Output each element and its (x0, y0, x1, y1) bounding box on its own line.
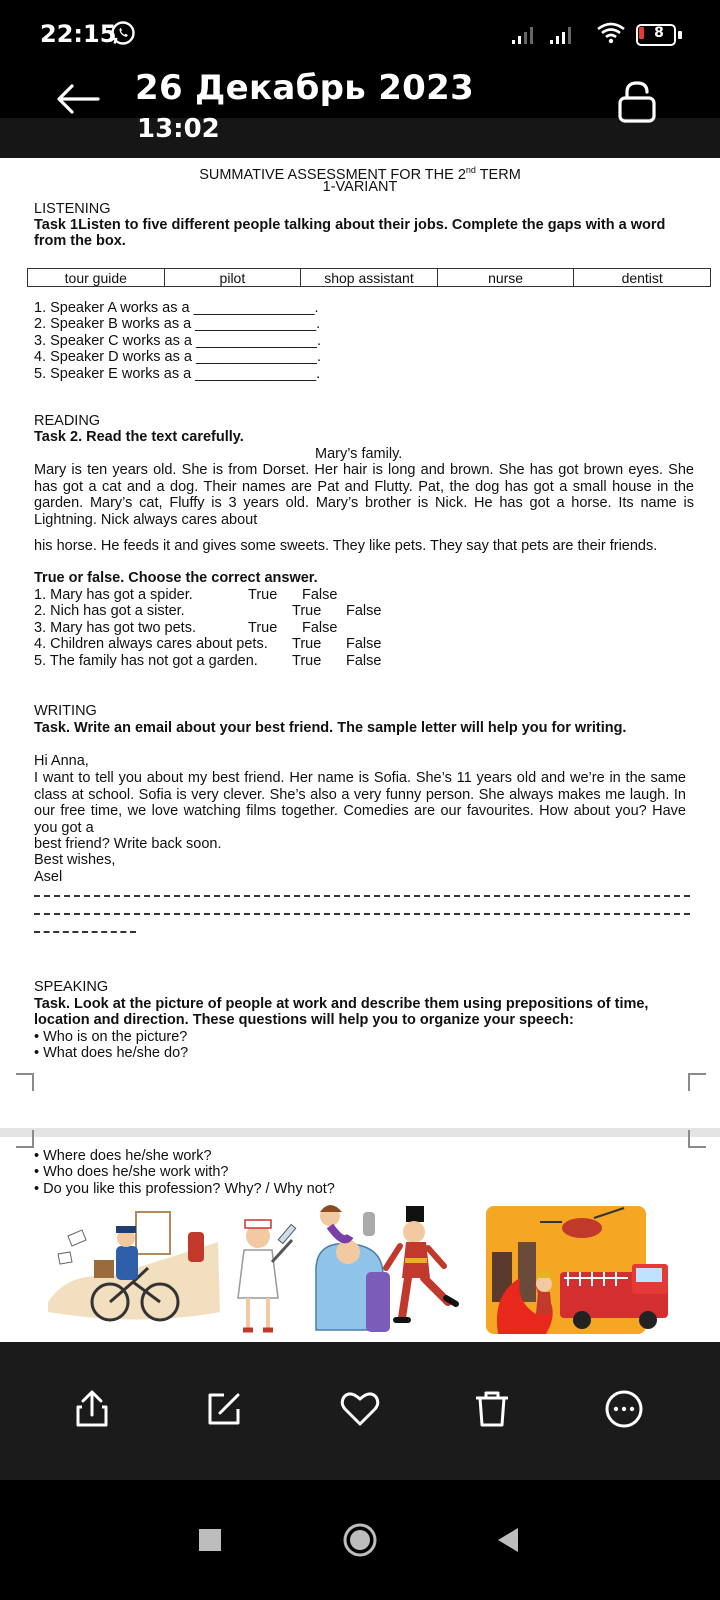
word-box (27, 268, 711, 287)
photo-time: 13:02 (137, 114, 220, 144)
favorite-icon[interactable] (338, 1387, 382, 1431)
system-nav-bar (0, 1480, 720, 1600)
hairdresser-illustration (316, 1205, 390, 1332)
answer-line (34, 913, 690, 915)
reading-text: Mary is ten years old. She is from Dorset. Her hair is long and brown. She has got brown eyes. She has got a cat and a dog. Their names are Pat and Flutty. Pat, the dog has got a small house in the garden. Mary’s cat, Fluffy is 3 years old. Mary’s brother is Nick. He has got a horse. Its name is Lightning. Nick always cares about (34, 462, 694, 528)
page-corner-mark (16, 1130, 34, 1148)
people-at-work-pictures (48, 1202, 688, 1342)
tf-item: 1. Mary has got a spider. True False (34, 587, 338, 603)
signal-icon (510, 24, 538, 46)
recents-icon[interactable] (190, 1520, 230, 1560)
home-icon[interactable] (340, 1520, 380, 1560)
document-photo (0, 158, 720, 1342)
share-icon[interactable] (70, 1387, 114, 1431)
tf-item: 5. The family has not got a garden. True False (34, 653, 382, 669)
viewer-header (0, 64, 720, 158)
speaking-task-cont: location and direction. These questions will help you to organize your speech: (34, 1012, 574, 1028)
reading-text-end: his horse. He feeds it and gives some sweets. They like pets. They say that pets are their friends. (34, 538, 658, 554)
word-cell: nurse (437, 269, 574, 287)
signal-icon (548, 24, 576, 46)
more-icon[interactable] (602, 1387, 646, 1431)
page-break (0, 1128, 720, 1137)
reading-heading: READING (34, 413, 101, 429)
listening-task: Task 1Listen to five different people talking about their jobs. Complete the gaps with a word (34, 217, 666, 233)
tf-heading: True or false. Choose the correct answer. (34, 570, 318, 586)
page-corner-mark (688, 1130, 706, 1148)
nurse-illustration (238, 1220, 296, 1330)
doc-variant: 1-VARIANT (322, 179, 398, 195)
listening-item: 3. Speaker C works as a _______________. (34, 333, 321, 349)
battery-level: 8 (654, 25, 664, 41)
edit-icon[interactable] (202, 1387, 246, 1431)
letter-closing: Best wishes, (34, 852, 116, 868)
reading-text-title: Mary’s family. (315, 446, 403, 462)
writing-heading: WRITING (34, 703, 97, 719)
word-cell: dentist (574, 269, 711, 287)
listening-item: 1. Speaker A works as a _______________. (34, 300, 319, 316)
letter-body-end: best friend? Write back soon. (34, 836, 222, 852)
speaking-heading: SPEAKING (34, 979, 109, 995)
postman-illustration (48, 1212, 220, 1320)
word-cell: shop assistant (301, 269, 438, 287)
page-corner-mark (688, 1073, 706, 1091)
whatsapp-icon (110, 20, 136, 46)
answer-line (34, 895, 690, 897)
status-time: 22:15 (40, 20, 117, 48)
word-cell: tour guide (28, 269, 165, 287)
dancer-illustration (386, 1206, 456, 1320)
back-arrow-icon[interactable] (50, 74, 110, 124)
writing-task: Task. Write an email about your best friend. The sample letter will help you for writing. (34, 720, 627, 736)
word-cell: pilot (164, 269, 301, 287)
letter-signature: Asel (34, 869, 63, 885)
letter-greeting: Hi Anna, (34, 753, 89, 769)
speaking-question: • Where does he/she work? (34, 1148, 212, 1164)
photo-date: 26 Декабрь 2023 (135, 68, 475, 108)
speaking-question: • Who does he/she work with? (34, 1164, 229, 1180)
tf-item: 2. Nich has got a sister. True False (34, 603, 382, 619)
speaking-question: • Who is on the picture? (34, 1029, 188, 1045)
tf-item: 4. Children always cares about pets. True False (34, 636, 382, 652)
back-icon[interactable] (488, 1520, 528, 1560)
doc-title: SUMMATIVE ASSESSMENT FOR THE 2nd TERM (199, 165, 521, 183)
letter-body: I want to tell you about my best friend. Her name is Sofia. She’s 11 years old and we’re in the same class at school. Sofia is very clever. She’s also a very funny person. She always makes me laugh. In our free time, we love watching films together. Comedies are our favourites. How about you? Have you got a (34, 770, 686, 836)
photo-toolbar (0, 1342, 720, 1480)
reading-task: Task 2. Read the text carefully. (34, 429, 244, 445)
listening-item: 2. Speaker B works as a _______________. (34, 316, 321, 332)
status-bar (0, 0, 720, 64)
speaking-question: • Do you like this profession? Why? / Why not? (34, 1181, 335, 1197)
page-corner-mark (16, 1073, 34, 1091)
battery-icon (636, 24, 682, 46)
lock-icon[interactable] (612, 78, 662, 128)
listening-item: 5. Speaker E works as a _______________. (34, 366, 321, 382)
firefighter-illustration (486, 1206, 668, 1334)
tf-item: 3. Mary has got two pets. True False (34, 620, 338, 636)
listening-item: 4. Speaker D works as a _______________. (34, 349, 321, 365)
listening-task-cont: from the box. (34, 233, 126, 249)
speaking-task: Task. Look at the picture of people at work and describe them using prepositions of time, (34, 996, 649, 1012)
wifi-icon (596, 20, 626, 46)
speaking-question: • What does he/she do? (34, 1045, 189, 1061)
answer-line (34, 931, 136, 933)
listening-heading: LISTENING (34, 201, 111, 217)
delete-icon[interactable] (470, 1387, 514, 1431)
